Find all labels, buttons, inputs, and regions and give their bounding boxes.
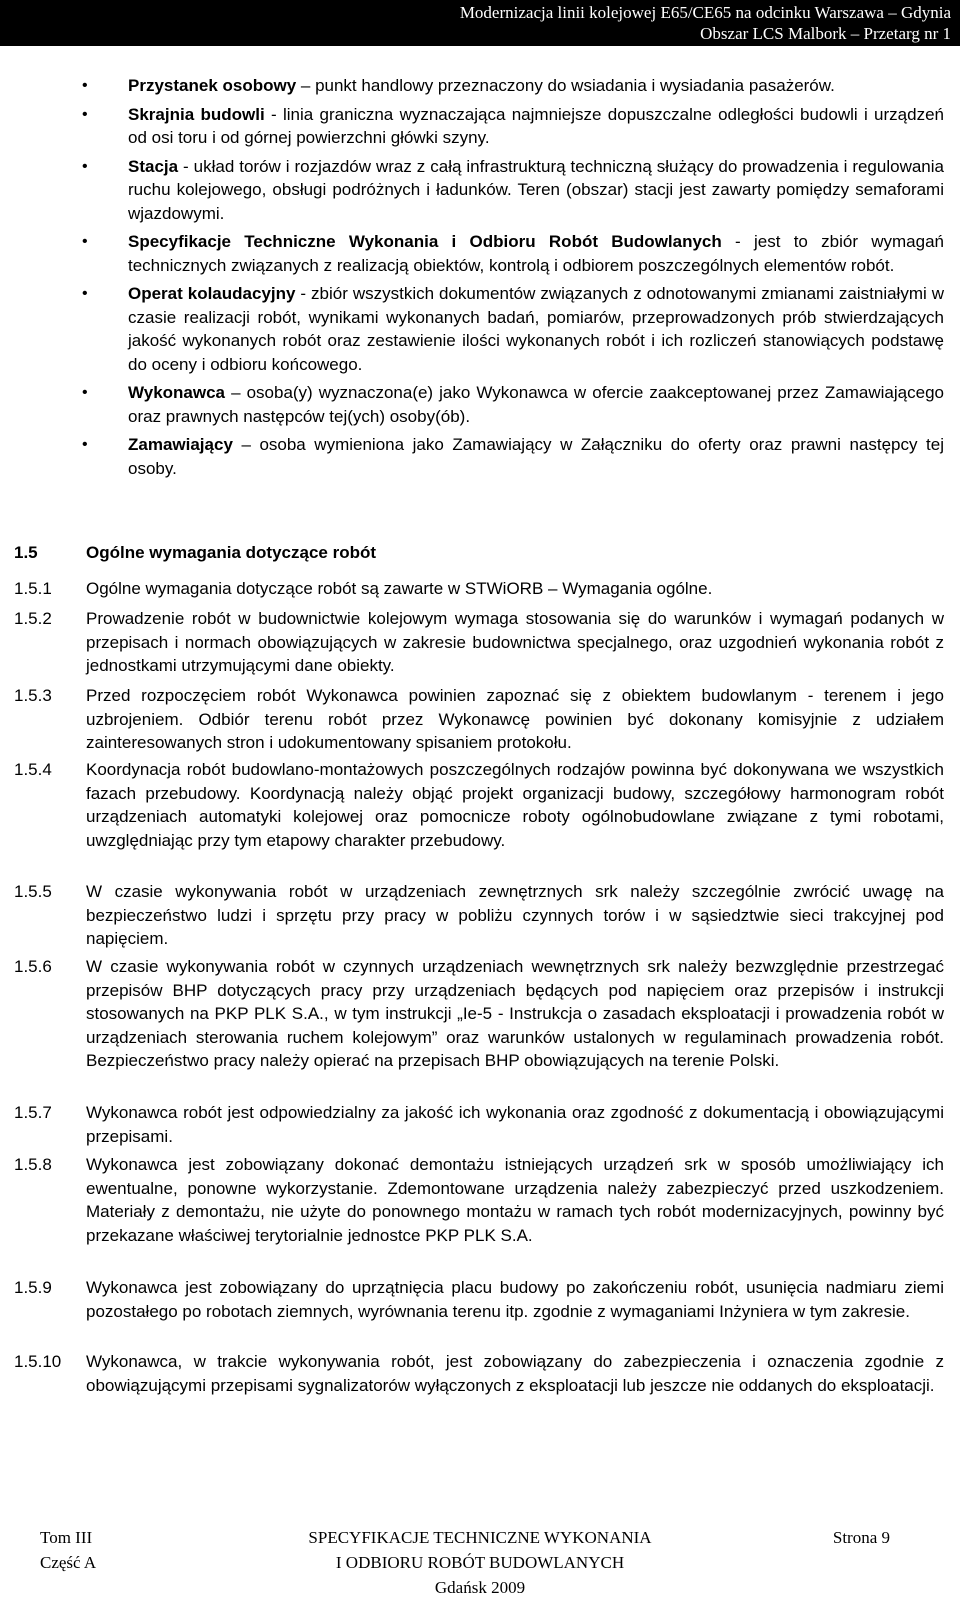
page-header xyxy=(0,0,960,46)
definition-item xyxy=(82,381,944,428)
paragraph-item xyxy=(14,880,944,951)
definition-text: – osoba wymieniona jako Zamawiający w Załączniku do oferty oraz prawni następcy tej osoby. xyxy=(128,435,944,478)
paragraph-item xyxy=(14,607,944,678)
definition-text: - układ torów i rozjazdów wraz z całą infrastrukturą techniczną służący do prowadzenia i regulowania ruchu kolejowego, obsługi podróżnych i ładunków. Teren (obszar) stacji jest zawarty pomiędzy semaforami wjazdowymi. xyxy=(128,156,944,223)
paragraph-text: Wykonawca, w trakcie wykonywania robót, jest zobowiązany do zabezpieczenia i oznaczenia zgodnie z obowiązującymi przepisami sygnalizatorów wyłączonych z eksploatacji lub jeszcze nie oddanych do eksploatacji. xyxy=(86,1352,944,1395)
definition-term: Specyfikacje Techniczne Wykonania i Odbioru Robót Budowlanych xyxy=(128,232,722,251)
paragraph-item xyxy=(14,1350,944,1397)
bullet-icon: • xyxy=(82,105,88,123)
bullet-icon: • xyxy=(82,384,88,401)
footer-title-line2: I ODBIORU ROBÓT BUDOWLANYCH xyxy=(335,1553,625,1572)
footer-part: Część A xyxy=(40,1553,97,1572)
footer-tom: Tom III xyxy=(40,1528,93,1547)
header-title: Modernizacja linii kolejowej E65/CE65 na odcinku Warszawa – Gdynia xyxy=(459,3,951,22)
bullet-icon: • xyxy=(82,77,88,94)
paragraph-text: W czasie wykonywania robót w czynnych urządzeniach wewnętrznych srk należy bezwzględnie przestrzegać przepisów BHP dotyczących pracy przy urządzeniach będących pod napięciem oraz przepisów i instrukcji stosowanych na PKP PLK S.A., w tym instrukcji „Ie-5 - Instrukcja o zasadach eksploatacji i prowadzenia robót w urządzeniach sterowania ruchem kolejowym” oraz warunków ustalonych w regulaminach prowadzenia robót. Bezpieczeństwo pracy należy opierać na przepisach BHP obowiązujących na terenie Polski. xyxy=(86,957,944,1070)
paragraph-item xyxy=(14,1153,944,1247)
footer-document-title xyxy=(0,1525,960,1600)
paragraph-text: Wykonawca jest zobowiązany do uprzątnięcia placu budowy po zakończeniu robót, usunięcia nadmiaru ziemi pozostałego po robotach ziemnych, wyrównania terenu itp. zgodnie z wymaganiami Inżyniera w tym zakresie. xyxy=(86,1278,944,1321)
section-title: Ogólne wymagania dotyczące robót xyxy=(86,543,377,562)
definition-term: Skrajnia budowli xyxy=(128,104,265,124)
paragraph-item xyxy=(14,577,944,601)
definition-term: Wykonawca xyxy=(128,383,226,402)
paragraph-text: Wykonawca jest zobowiązany dokonać demontażu istniejących urządzeń srk w sposób umożliwiający ich ewentualne, ponowne wykorzystanie. Zdemontowane urządzenia należy zabezpieczyć przed uszkodzeniem. Materiały z demontażu, nie użyte do ponownego montażu w ramach tych robót modernizacyjnych, powinny być przekazane właściwej terytorialnie jednostce PKP PLK S.A. xyxy=(86,1155,944,1245)
definition-item xyxy=(82,103,944,150)
paragraph-number: 1.5.9 xyxy=(14,1278,52,1297)
definition-item xyxy=(82,230,944,277)
paragraph-text: Przed rozpoczęciem robót Wykonawca powinien zapoznać się z obiektem budowlanym - terenem i jego uzbrojeniem. Odbiór terenu robót przez Wykonawcę powinien być dokonany komisyjnie z udziałem zainteresowanych stron i udokumentowany spisaniem protokołu. xyxy=(86,686,944,752)
paragraph-text: W czasie wykonywania robót w urządzeniach zewnętrznych srk należy szczególnie zwrócić uwagę na bezpieczeństwo ludzi i sprzętu przy pracy w pobliżu czynnych torów i w sąsiedztwie sieci trakcyjnej pod napięciem. xyxy=(86,882,944,948)
paragraph-number: 1.5.3 xyxy=(14,686,52,705)
paragraph-number: 1.5.10 xyxy=(14,1352,62,1371)
paragraph-item xyxy=(14,1276,944,1323)
paragraph-text: Koordynacja robót budowlano-montażowych poszczególnych rodzajów powinna być dokonywana we wszystkich fazach przebudowy. Koordynacją należy objąć projekt organizacji budowy, szczegółowy harmonogram robót urządzeniach automatyki kolejowej oraz pomocnicze roboty ogólnobudowlane związane z tymi robotami, uwzględniając przy tym etapowy charakter przebudowy. xyxy=(86,760,944,850)
paragraph-text: Prowadzenie robót w budownictwie kolejowym wymaga stosowania się do warunków i wymagań podanych w przepisach i normach obowiązujących w zakresie budownictwa specjalnego, oraz uzgodnień wykonania robót z jednostkami utrzymującymi dane obiekty. xyxy=(86,609,944,675)
paragraph-text: Ogólne wymagania dotyczące robót są zawarte w STWiORB – Wymagania ogólne. xyxy=(86,579,713,598)
definition-text: - jest to zbiór wymagań technicznych związanych z realizacją obiektów, kontrolą i odbiorem poszczególnych elementów robót. xyxy=(128,232,944,275)
paragraph-item xyxy=(14,758,944,852)
definition-term: Operat kolaudacyjny xyxy=(128,284,296,303)
definition-item xyxy=(82,155,944,226)
paragraph-number: 1.5.8 xyxy=(14,1155,52,1174)
paragraph-number: 1.5.6 xyxy=(14,957,52,976)
bullet-icon: • xyxy=(82,285,88,302)
footer-page-number: Strona 9 xyxy=(832,1528,890,1547)
paragraph-item xyxy=(14,684,944,755)
footer-place-date: Gdańsk 2009 xyxy=(434,1578,526,1597)
definitions-list xyxy=(82,74,944,485)
paragraph-item xyxy=(14,1101,944,1148)
definition-item xyxy=(82,433,944,480)
paragraph-number: 1.5.4 xyxy=(14,760,52,779)
definition-term: Zamawiający xyxy=(128,435,233,454)
definition-text: - zbiór wszystkich dokumentów związanych z odnotowanymi zmianami zaistniałymi w czasie realizacji robót, wynikami wykonanych badań, pomiarów, przeprowadzonych prób stwierdzających jakość wykonanych robót oraz zestawienie ilości wykonanych robót i ich rozliczeń stanowiących podstawę do oceny i odbioru końcowego. xyxy=(128,284,944,374)
header-subtitle: Obszar LCS Malbork – Przetarg nr 1 xyxy=(700,24,951,43)
paragraph-number: 1.5.1 xyxy=(14,579,52,598)
definition-item xyxy=(82,282,944,376)
footer-title-line1: SPECYFIKACJE TECHNICZNE WYKONANIA xyxy=(308,1528,652,1547)
definition-item xyxy=(82,74,944,98)
paragraph-number: 1.5.2 xyxy=(14,609,52,628)
definition-text: – punkt handlowy przeznaczony do wsiadania i wysiadania pasażerów. xyxy=(296,76,835,95)
paragraph-number: 1.5.5 xyxy=(14,882,52,901)
bullet-icon: • xyxy=(82,157,88,175)
bullet-icon: • xyxy=(82,436,88,453)
definition-term: Przystanek osobowy xyxy=(128,76,297,95)
bullet-icon: • xyxy=(82,233,88,250)
paragraph-text: Wykonawca robót jest odpowiedzialny za jakość ich wykonania oraz zgodność z dokumentacją i obowiązującymi przepisami. xyxy=(86,1103,944,1146)
section-number: 1.5 xyxy=(14,543,38,562)
paragraph-item xyxy=(14,955,944,1073)
definition-term: Stacja xyxy=(128,156,179,176)
section-heading xyxy=(14,541,944,565)
definition-text: - linia graniczna wyznaczająca najmniejsze dopuszczalne odległości budowli i urządzeń od osi toru i od górnej powierzchni główki szyny. xyxy=(128,104,944,147)
paragraph-number: 1.5.7 xyxy=(14,1103,52,1122)
definition-text: – osoba(y) wyznaczona(e) jako Wykonawca w ofercie zaakceptowanej przez Zamawiającego oraz prawnych następców tej(ych) osoby(ób). xyxy=(128,383,944,426)
